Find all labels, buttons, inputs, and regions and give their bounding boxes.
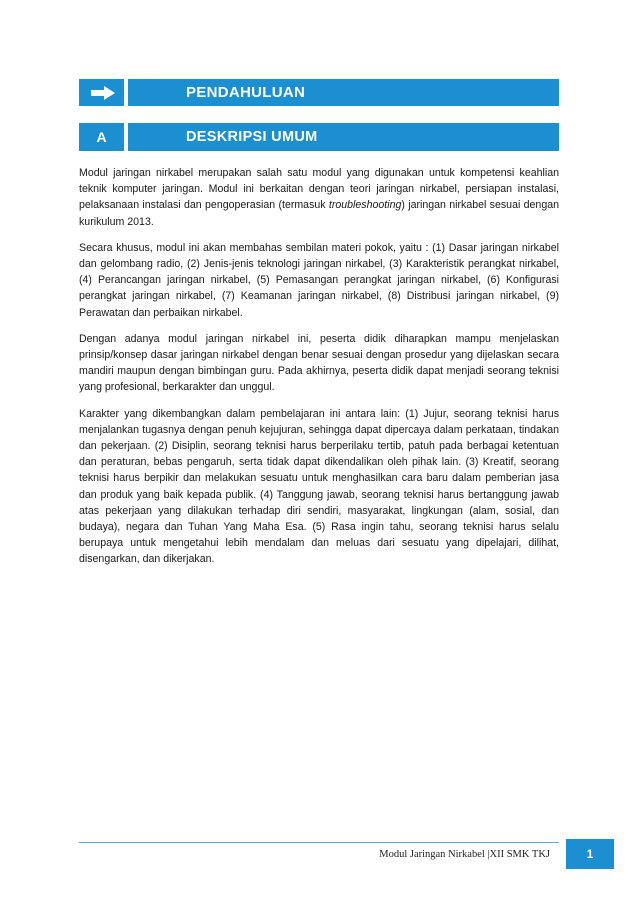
section-header-icon-cell [79,79,124,106]
paragraph-goals: Dengan adanya modul jaringan nirkabel ini, peserta didik diharapkan mampu menjelaskan prinsip/konsep dasar jaringan nirkabel dengan benar sesuai dengan prosedur yang dijelaskan secara mandiri maupun dengan bimbingan guru. Pada akhirnya, peserta didik dapat menjadi seorang teknisi yang profesional, berkarakter dan unggul. [79,332,559,394]
arrow-right-icon [91,86,115,100]
paragraph-intro [79,165,559,230]
section-title: PENDAHULUAN [186,84,306,101]
section-header [79,79,559,106]
paragraph-topics: Secara khusus, modul ini akan membahas sembilan materi pokok, yaitu : (1) Dasar jaringan nirkabel dan gelombang radio, (2) Jenis-jenis teknologi jaringan nirkabel, (3) Karakteristik perangkat nirkabel, (4) Perancangan jaringan nirkabel, (5) Pemasangan perangkat jaringan nirkabel, (6) Konfigurasi perangkat jaringan nirkabel, (7) Keamanan jaringan nirkabel, (8) Distribusi jaringan nirkabel, (9) Perawatan dan perbaikan nirkabel. [79,241,559,319]
footer-text: Modul Jaringan Nirkabel |XII SMK TKJ [379,849,550,860]
page-number-badge [566,839,614,869]
subsection-header [79,123,559,151]
subsection-title: DESKRIPSI UMUM [186,129,318,145]
paragraph-intro-text: Modul jaringan nirkabel merupakan salah satu modul yang digunakan untuk kompetensi keahlian teknik komputer jaringan. Modul ini berkaitan dengan teori jaringan nirkabel, persiapan instalasi, pelaksanaan instalasi dan pengoperasian (termasuk [79,167,559,212]
body-content [79,165,559,578]
italic-term: troubleshooting [328,199,402,212]
page-number: 1 [586,847,594,861]
subsection-letter: A [96,129,107,145]
section-header-title-cell [128,79,559,106]
subsection-letter-cell [79,123,124,151]
footer-rule [79,842,559,843]
paragraph-character: Karakter yang dikembangkan dalam pembelajaran ini antara lain: (1) Jujur, seorang teknisi harus menjalankan tugasnya dengan penuh kejujuran, sehingga dapat dipercaya dalam perkataan, tindakan dan pekerjaan. (2) Disiplin, seorang teknisi harus berperilaku tertib, patuh pada berbagai ketentuan dan peraturan, bebas pengaruh, serta tidak dapat dikendalikan oleh pihak lain. (3) Kreatif, seorang teknisi harus berpikir dan melakukan sesuatu untuk menghasilkan cara baru dalam pemberian jasa dan produk yang baik kepada publik. (4) Tanggung jawab, seorang teknisi harus bertanggung jawab atas pekerjaan yang dilakukan terhadap diri sendiri, masyarakat, lingkungan (alam, sosial, dan budaya), negara dan Tuhan Yang Maha Esa. (5) Rasa ingin tahu, seorang teknisi harus selalu berupaya untuk mengetahui lebih mendalam dan meluas dari sesuatu yang dipelajari, dilihat, disengarkan, dan dikerjakan. [79,407,559,566]
subsection-title-cell [128,123,559,151]
paragraph-intro-end: ) jaringan nirkabel sesuai dengan kurikulum 2013. [79,199,559,228]
